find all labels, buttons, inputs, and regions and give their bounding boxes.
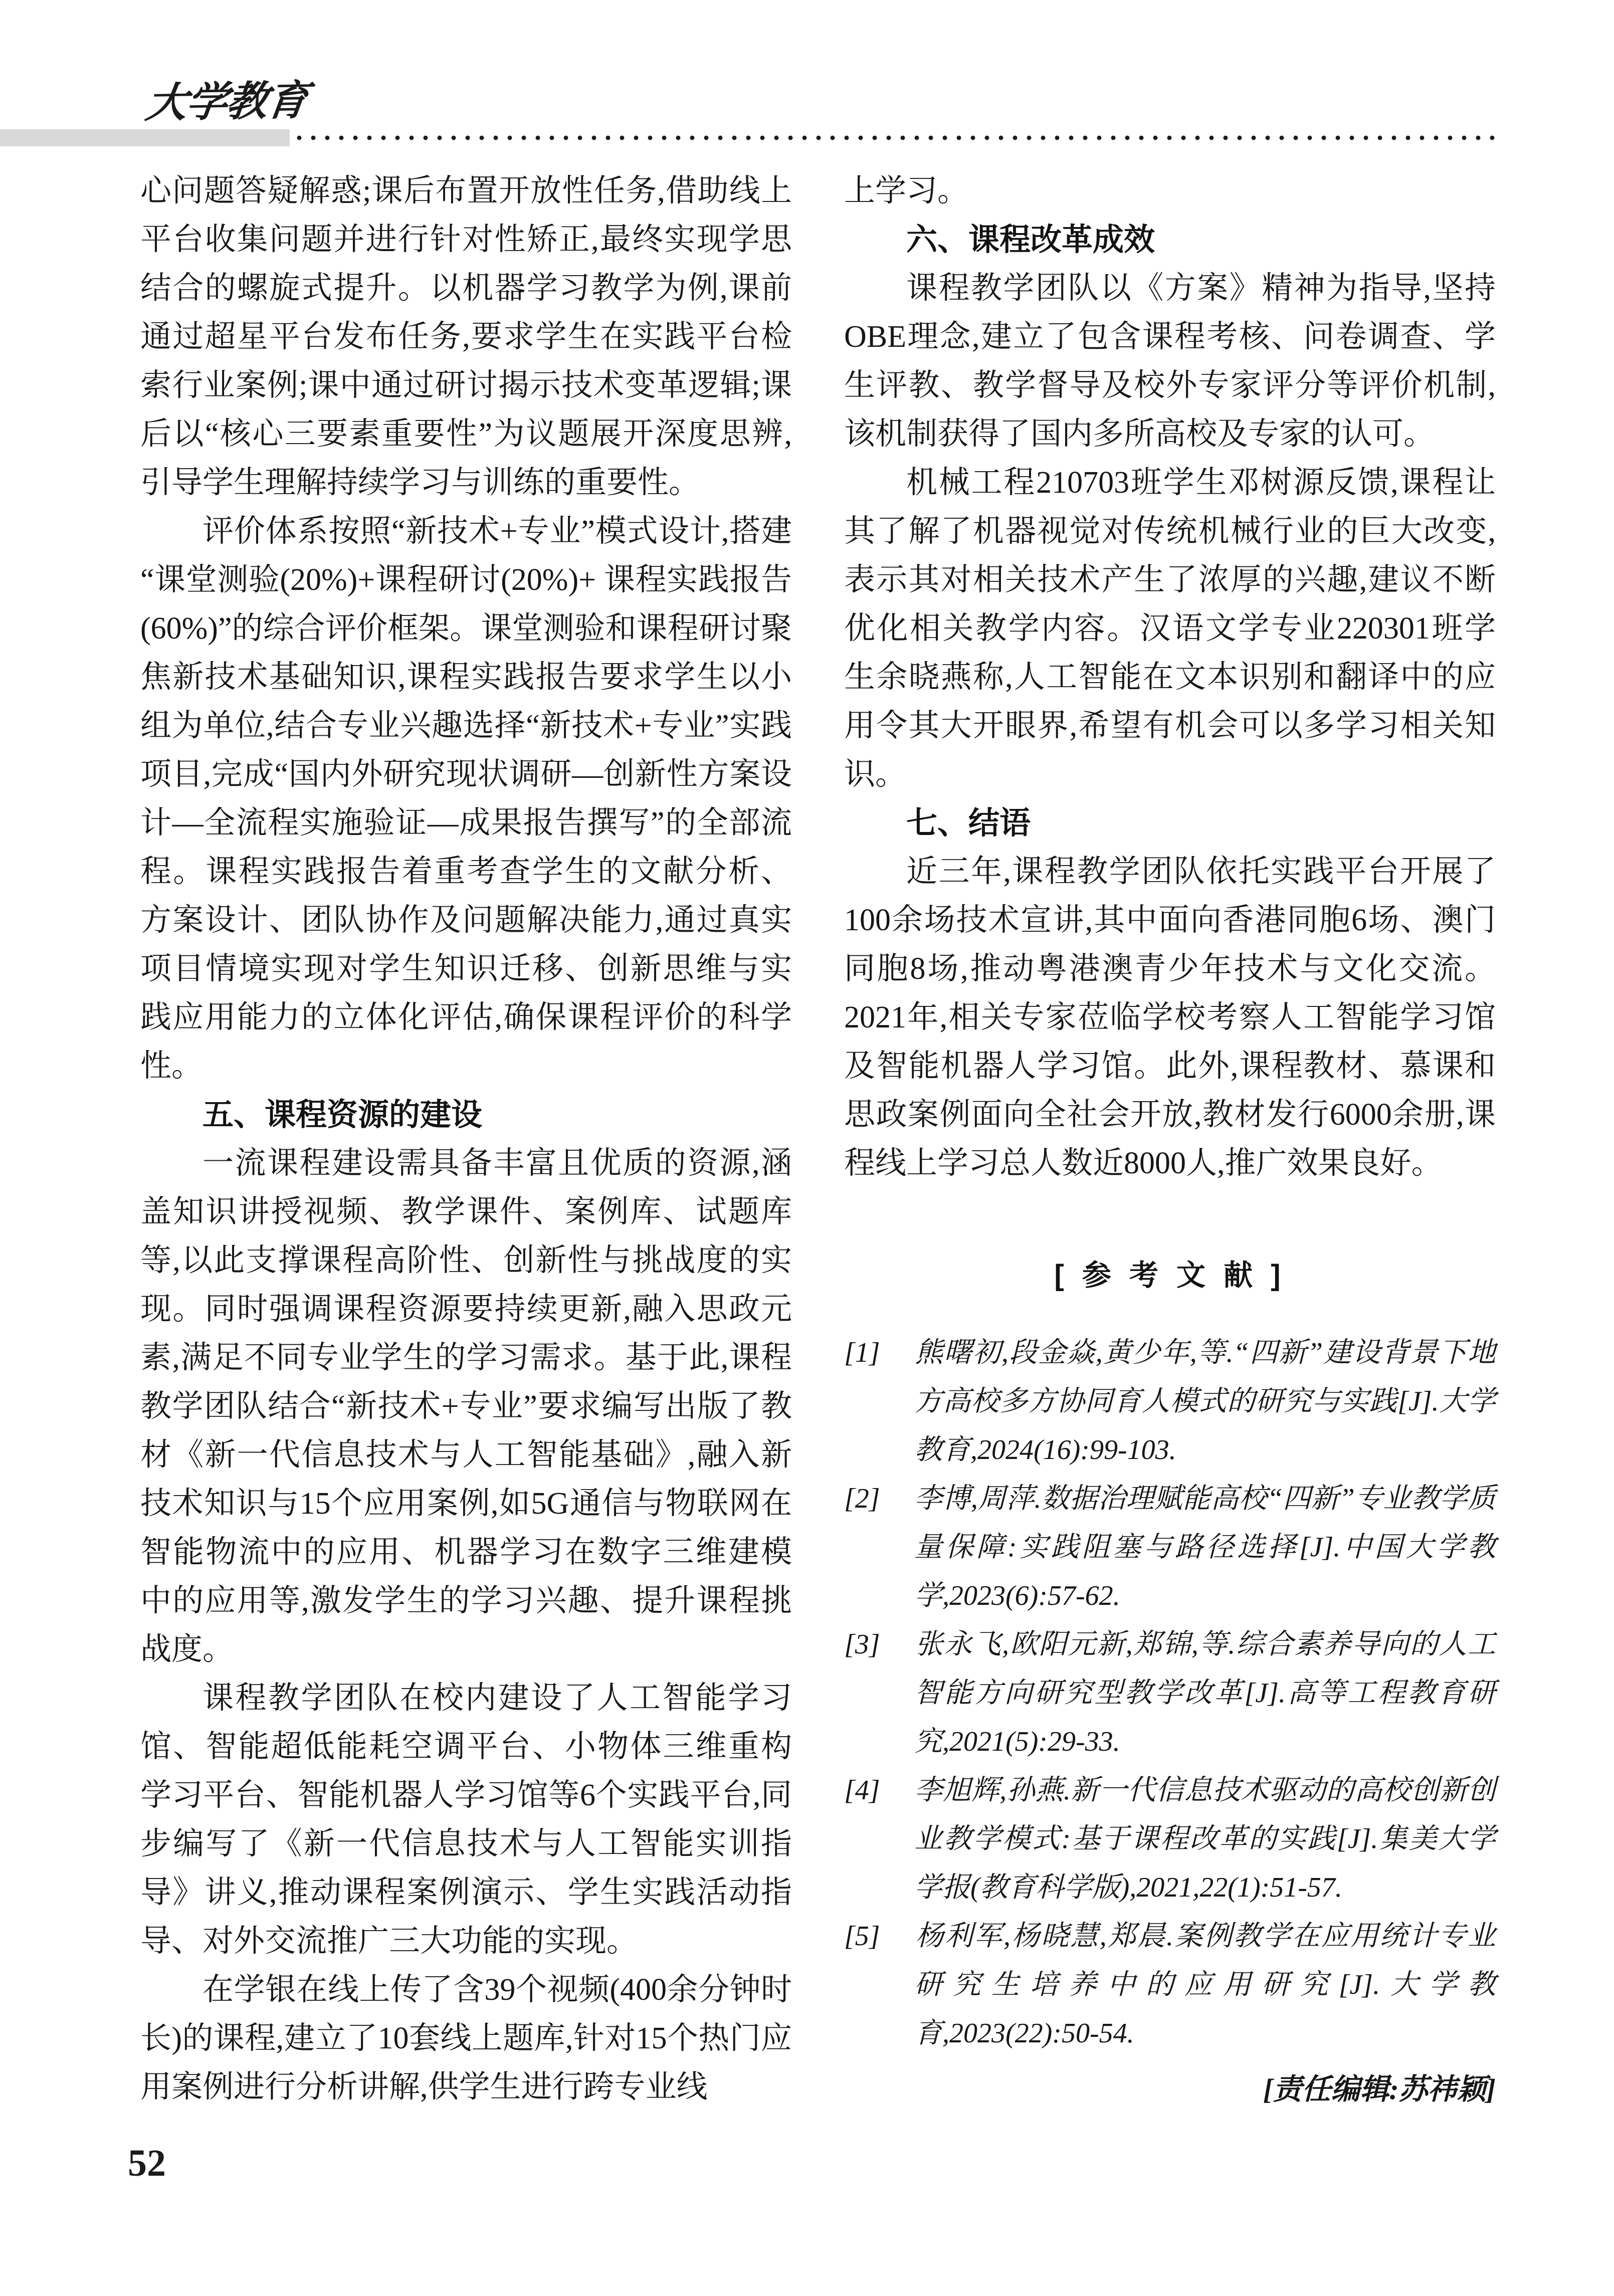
- paragraph: 课程教学团队以《方案》精神为指导,坚持OBE理念,建立了包含课程考核、问卷调查、学生评教、教学督导及校外专家评分等评价机制,该机制获得了国内多所高校及专家的认可。: [844, 271, 1496, 451]
- reference-text: 熊曙初,段金焱,黄少年,等.“四新”建设背景下地方高校多方协同育人模式的研究与实践[J].大学教育,2024(16):99-103.: [914, 1337, 1496, 1466]
- reference-label: [4]: [844, 1775, 880, 1806]
- section-heading: 六、课程改革成效: [906, 223, 1155, 257]
- header-dotted-rule: [297, 134, 1496, 141]
- right-column: [844, 167, 1496, 2114]
- section-heading: 七、结语: [906, 806, 1031, 841]
- paragraph: 评价体系按照“新技术+专业”模式设计,搭建“课堂测验(20%)+课程研讨(20%)+ 课程实践报告(60%)”的综合评价框架。课堂测验和课程研讨聚焦新技术基础知识,课程实践报告要求学生以小组为单位,结合专业兴趣选择“新技术+专业”实践项目,完成“国内外研究现状调研—创新性方案设计—全流程实施验证—成果报告撰写”的全部流程。课程实践报告着重考查学生的文献分析、方案设计、团队协作及问题解决能力,通过真实项目情境实现对学生知识迁移、创新思维与实践应用能力的立体化评估,确保课程评价的科学性。: [140, 514, 792, 1083]
- reference-label: [5]: [844, 1921, 880, 1952]
- reference-text: 张永飞,欧阳元新,郑锦,等.综合素养导向的人工智能方向研究型教学改革[J].高等工程教育研究,2021(5):29-33.: [914, 1629, 1496, 1757]
- paragraph: 在学银在线上传了含39个视频(400余分钟时长)的课程,建立了10套线上题库,针对15个热门应用案例进行分析讲解,供学生进行跨专业线: [140, 1973, 792, 2104]
- reference-item: [844, 1620, 1496, 1766]
- reference-label: [2]: [844, 1483, 880, 1514]
- reference-item: [844, 1912, 1496, 2058]
- paragraph: 近三年,课程教学团队依托实践平台开展了100余场技术宣讲,其中面向香港同胞6场、澳门同胞8场,推动粤港澳青少年技术与文化交流。2021年,相关专家莅临学校考察人工智能学习馆及智能机器人学习馆。此外,课程教材、慕课和思政案例面向全社会开放,教材发行6000余册,课程线上学习总人数近8000人,推广效果良好。: [844, 855, 1496, 1180]
- article-body: [140, 167, 1496, 2114]
- journal-logo: 大学教育: [143, 76, 310, 127]
- reference-label: [3]: [844, 1629, 880, 1660]
- reference-label: [1]: [844, 1337, 880, 1368]
- editor-credit: [责任编辑:苏祎颖]: [1263, 2073, 1496, 2106]
- paragraph: 一流课程建设需具备丰富且优质的资源,涵盖知识讲授视频、教学课件、案例库、试题库等,以此支撑课程高阶性、创新性与挑战度的实现。同时强调课程资源要持续更新,融入思政元素,满足不同专业学生的学习需求。基于此,课程教学团队结合“新技术+专业”要求编写出版了教材《新一代信息技术与人工智能基础》,融入新技术知识与15个应用案例,如5G通信与物联网在智能物流中的应用、机器学习在数字三维建模中的应用等,激发学生的学习兴趣、提升课程挑战度。: [140, 1146, 792, 1666]
- references-heading: [ 参 考 文 献 ]: [1054, 1259, 1286, 1292]
- left-column: [140, 167, 792, 2114]
- reference-text: 杨利军,杨晓慧,郑晨.案例教学在应用统计专业研究生培养中的应用研究[J].大学教育,2023(22):50-54.: [914, 1921, 1496, 2049]
- section-heading: 五、课程资源的建设: [203, 1098, 483, 1132]
- paragraph: 机械工程210703班学生邓树源反馈,课程让其了解了机器视觉对传统机械行业的巨大改变,表示其对相关技术产生了浓厚的兴趣,建议不断优化相关教学内容。汉语文学专业220301班学生余晓燕称,人工智能在文本识别和翻译中的应用令其大开眼界,希望有机会可以多学习相关知识。: [844, 466, 1496, 791]
- reference-item: [844, 1475, 1496, 1620]
- page-number: 52: [128, 2142, 166, 2184]
- reference-text: 李博,周萍.数据治理赋能高校“四新”专业教学质量保障:实践阻塞与路径选择[J].中国大学教学,2023(6):57-62.: [914, 1483, 1496, 1611]
- header-gray-bar: [0, 129, 290, 146]
- paragraph: 上学习。: [844, 174, 969, 208]
- reference-item: [844, 1329, 1496, 1475]
- paragraph: 课程教学团队在校内建设了人工智能学习馆、智能超低能耗空调平台、小物体三维重构学习平台、智能机器人学习馆等6个实践平台,同步编写了《新一代信息技术与人工智能实训指导》讲义,推动课程案例演示、学生实践活动指导、对外交流推广三大功能的实现。: [140, 1681, 792, 1958]
- reference-text: 李旭辉,孙燕.新一代信息技术驱动的高校创新创业教学模式:基于课程改革的实践[J].集美大学学报(教育科学版),2021,22(1):51-57.: [914, 1775, 1496, 1903]
- reference-item: [844, 1766, 1496, 1912]
- paragraph: 心问题答疑解惑;课后布置开放性任务,借助线上平台收集问题并进行针对性矫正,最终实现学思结合的螺旋式提升。以机器学习教学为例,课前通过超星平台发布任务,要求学生在实践平台检索行业案例;课中通过研讨揭示技术变革逻辑;课后以“核心三要素重要性”为议题展开深度思辨,引导学生理解持续学习与训练的重要性。: [140, 174, 792, 500]
